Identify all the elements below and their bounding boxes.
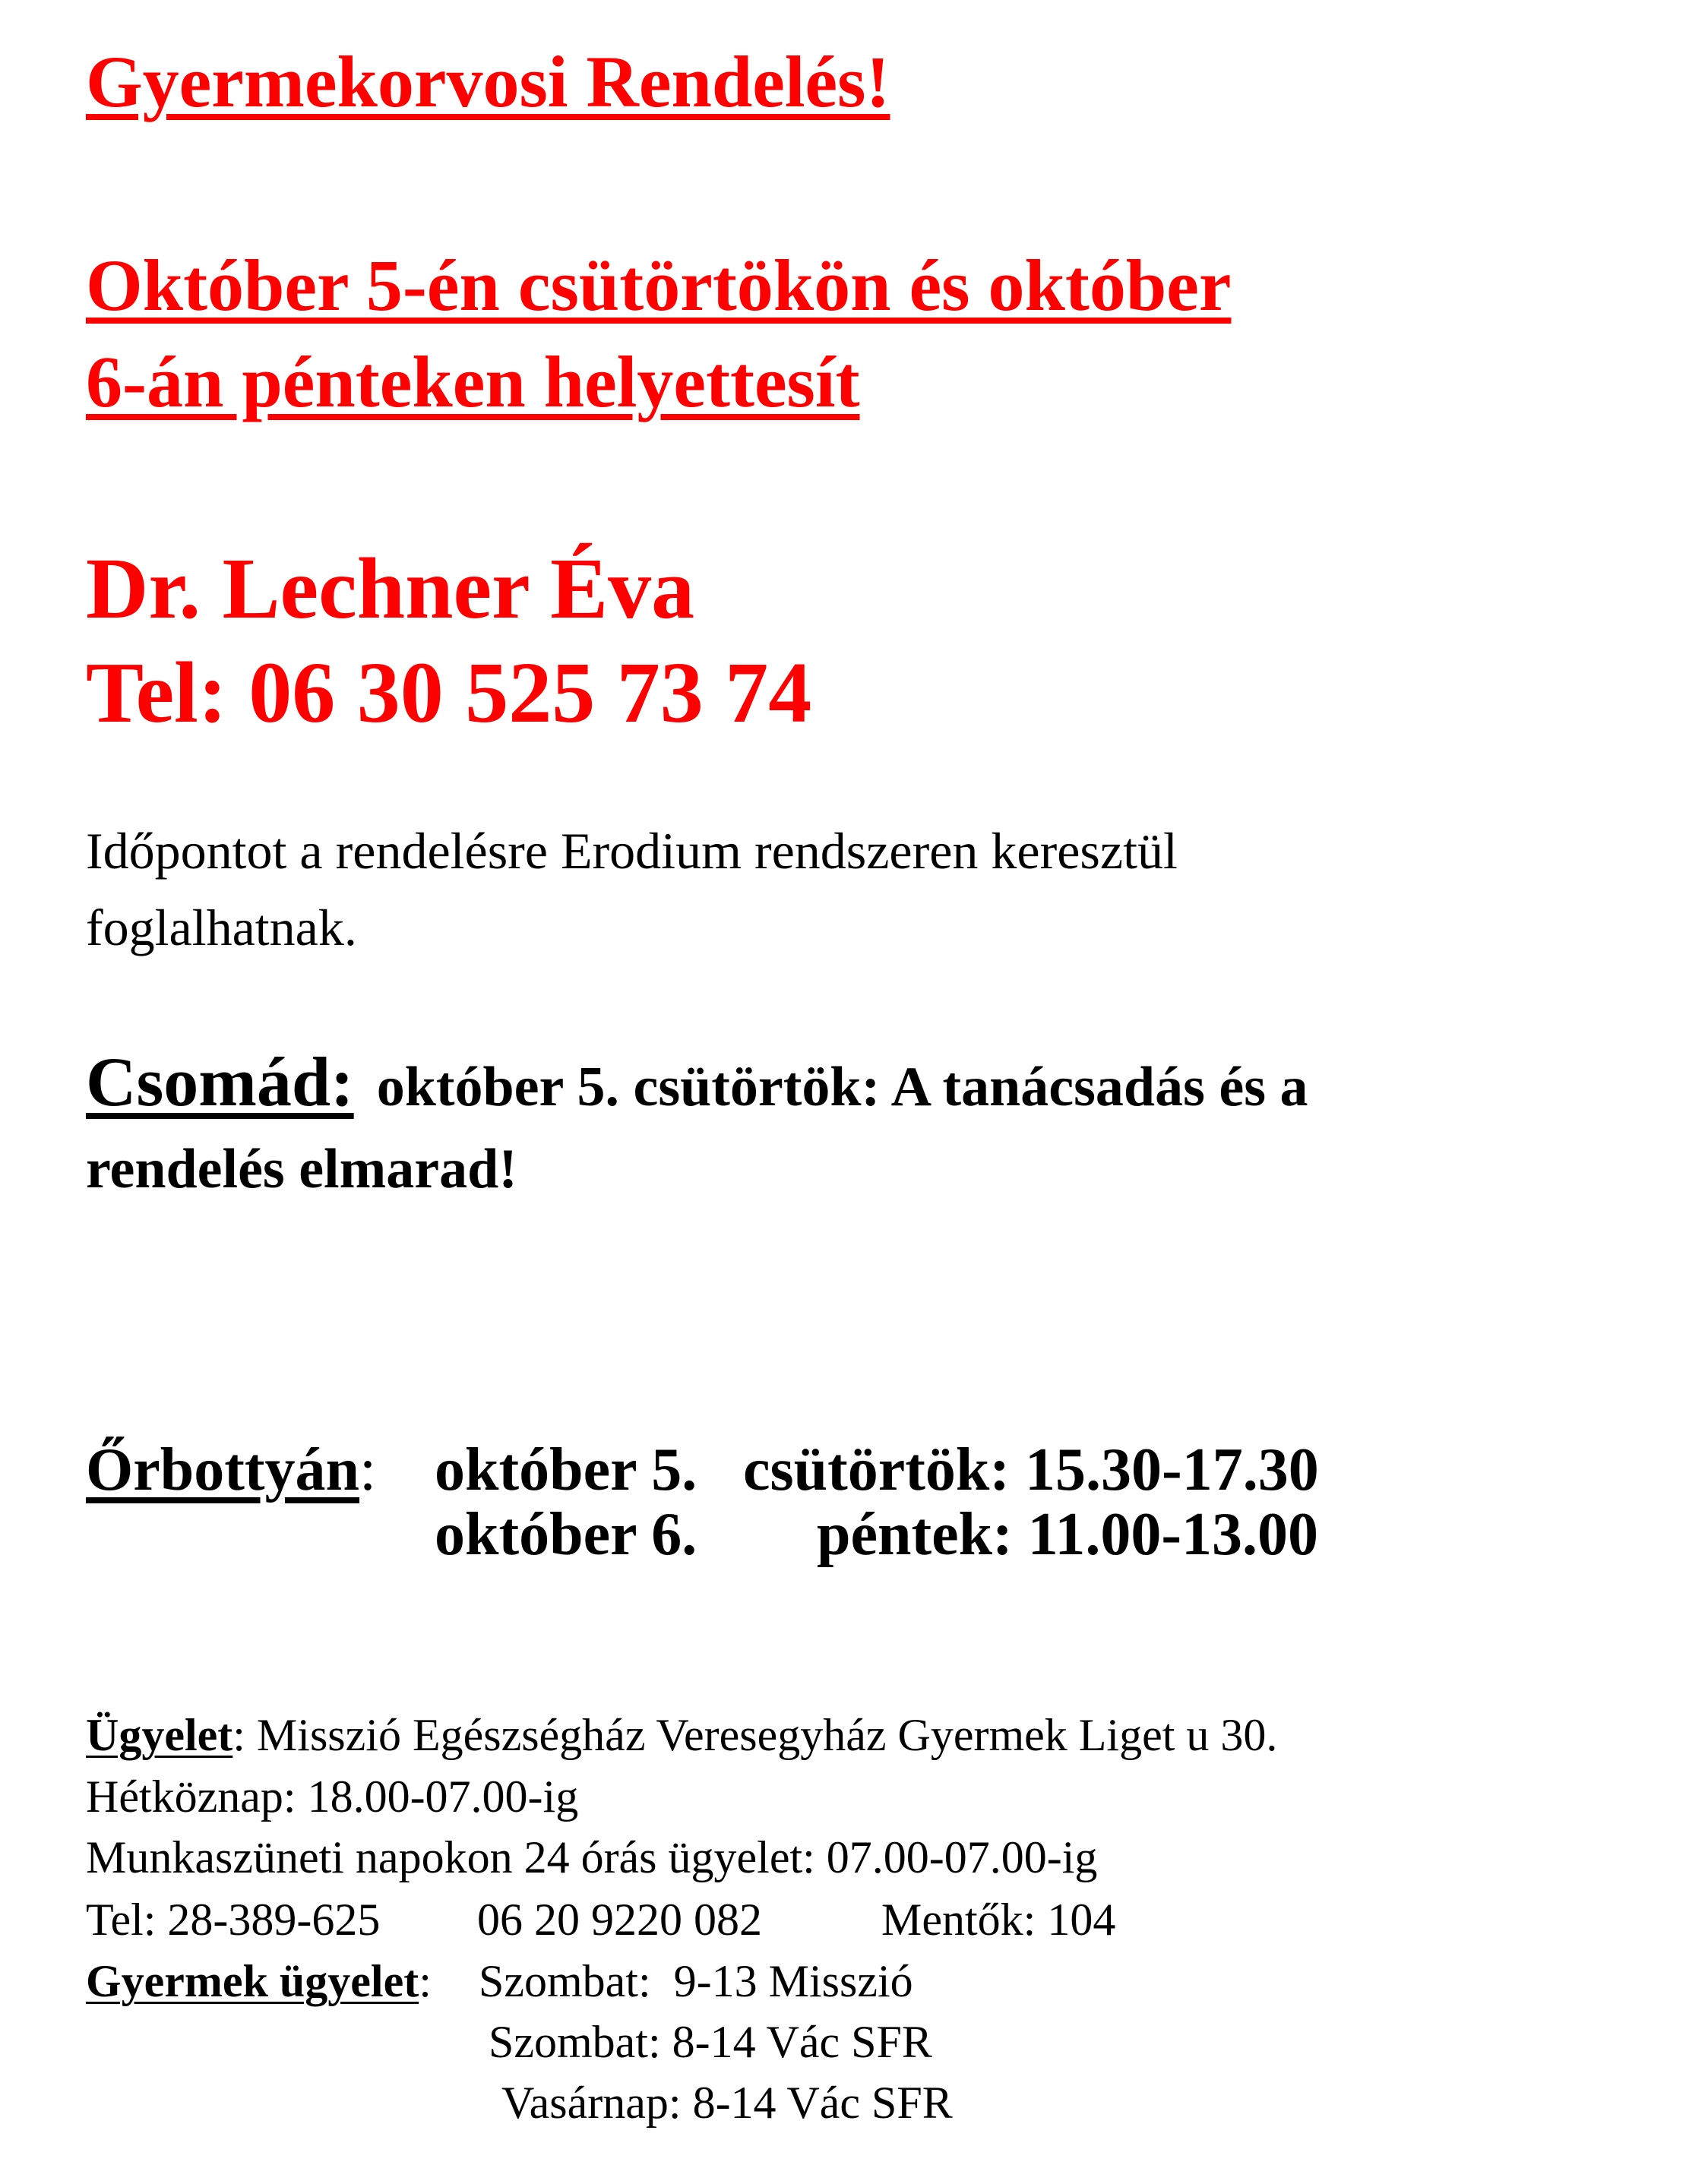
doctor-phone: Tel: 06 30 525 73 74 (86, 644, 812, 741)
ugyelet-ambulance: Mentők: 104 (881, 1895, 1116, 1945)
csomad-label: Csomád: (86, 1043, 354, 1120)
ugyelet-holiday: Munkaszüneti napokon 24 órás ügyelet: 07.00-07.00-ig (86, 1832, 1098, 1882)
substitution-line-2: 6-án pénteken helyettesít (86, 341, 860, 422)
orbottyan-colon: : (359, 1437, 377, 1503)
ugyelet-label: Ügyelet (86, 1710, 233, 1760)
child-duty-row-1: Szombat: 9-13 Misszió (479, 1956, 913, 2006)
orbottyan-date-2: október 6. (435, 1501, 697, 1568)
orbottyan-label-group (86, 1437, 377, 1503)
booking-line-2: foglalhatnak. (86, 899, 357, 956)
csomad-line-1: október 5. csütörtök: A tanácsadás és a (376, 1056, 1308, 1118)
child-duty-row-2: Szombat: 8-14 Vác SFR (489, 2017, 932, 2067)
csomad-line-2: rendelés elmarad! (86, 1138, 517, 1200)
orbottyan-date-1: október 5. (435, 1437, 697, 1503)
ugyelet-weekday: Hétköznap: 18.00-07.00-ig (86, 1772, 579, 1822)
doctor-name: Dr. Lechner Éva (86, 540, 695, 637)
ugyelet-text: : Misszió Egészségház Veresegyház Gyermek Liget u 30. (232, 1710, 1278, 1760)
orbottyan-daytime-2: péntek: 11.00-13.00 (817, 1501, 1318, 1568)
child-duty-label: Gyermek ügyelet (86, 1956, 419, 2006)
ugyelet-tel: Tel: 28-389-625 (86, 1895, 381, 1945)
booking-line-1: Időpontot a rendelésre Erodium rendszeren keresztül (86, 822, 1178, 880)
child-duty-row-3: Vasárnap: 8-14 Vác SFR (501, 2078, 953, 2128)
ugyelet-row (86, 1712, 1277, 1758)
orbottyan-label: Őrbottyán (86, 1437, 359, 1503)
child-duty-label-group (86, 1958, 432, 2004)
child-duty-colon: : (419, 1956, 432, 2006)
csomad-heading-row (86, 1043, 1308, 1120)
orbottyan-daytime-1: csütörtök: 15.30-17.30 (743, 1437, 1319, 1503)
page-title: Gyermekorvosi Rendelés! (86, 41, 890, 122)
substitution-line-1: Október 5-én csütörtökön és október (86, 245, 1232, 326)
ugyelet-mobile: 06 20 9220 082 (477, 1895, 762, 1945)
